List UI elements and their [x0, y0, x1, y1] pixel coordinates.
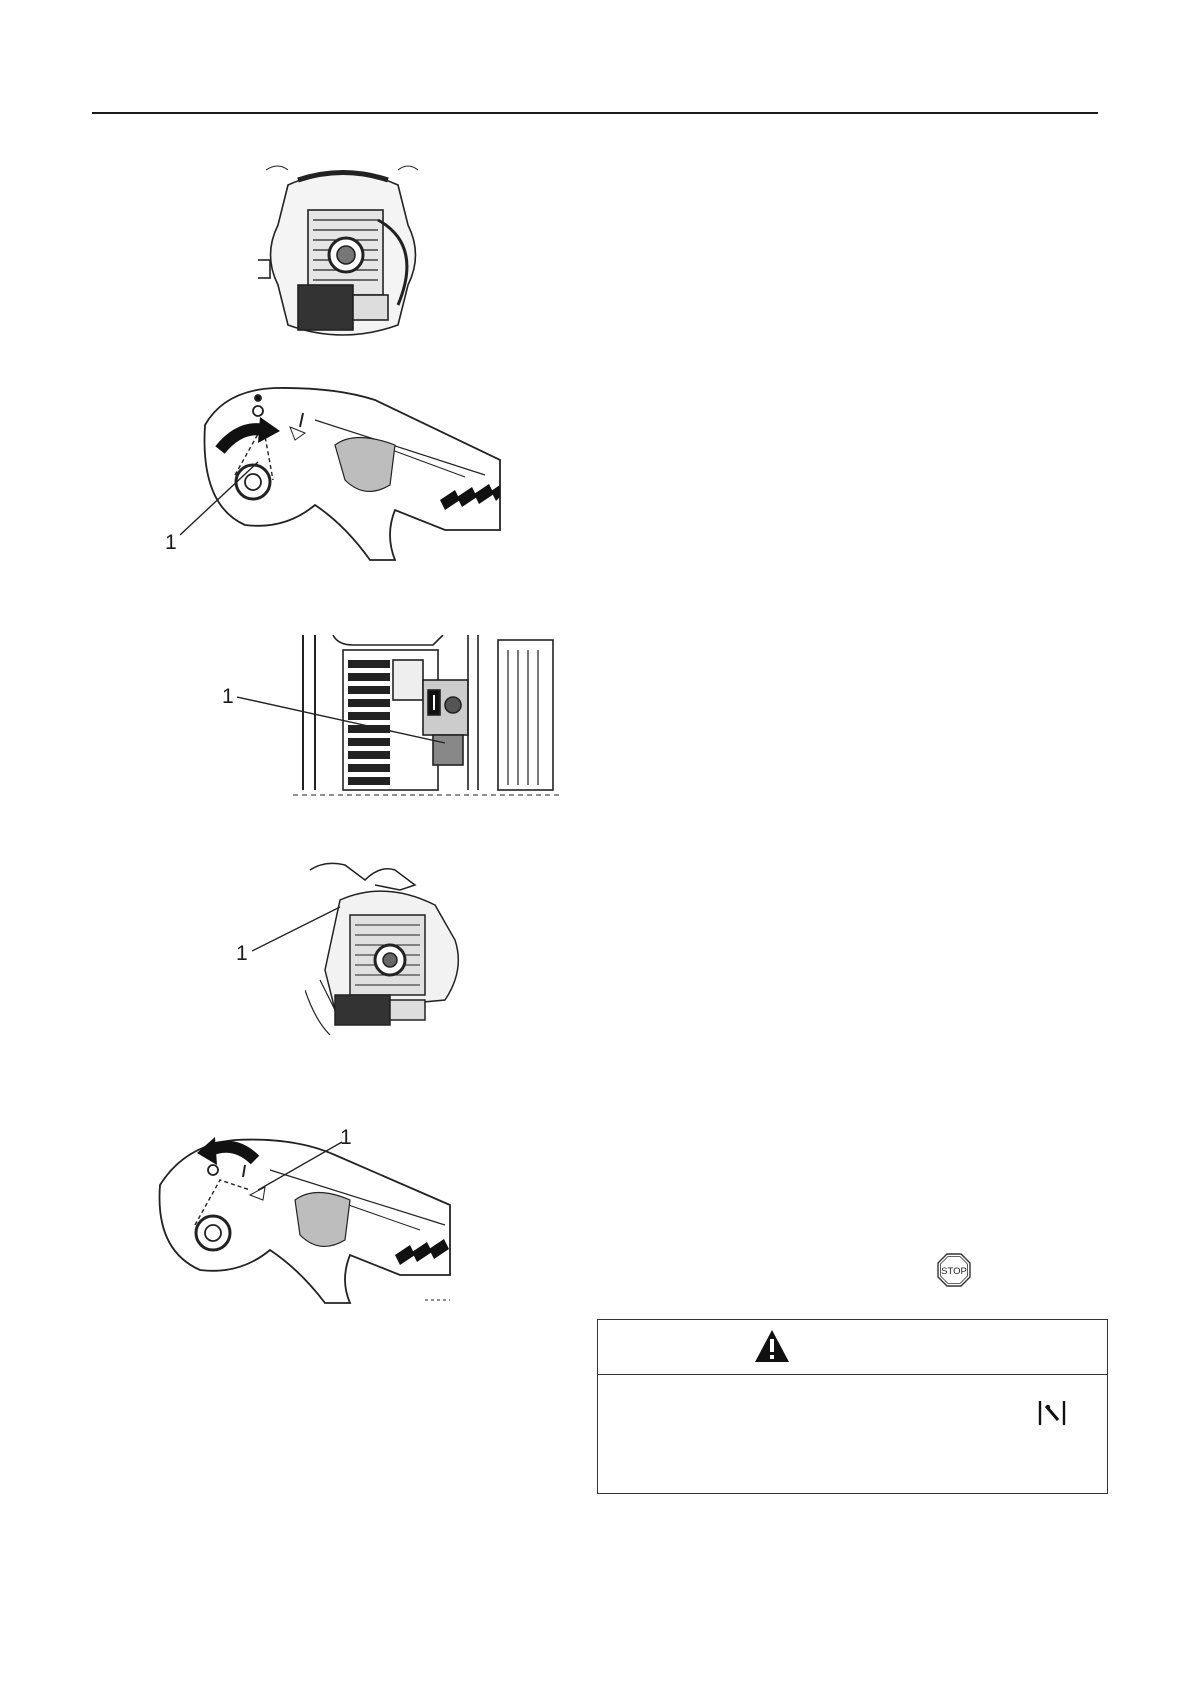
- figure-blower-shake: [258, 165, 428, 345]
- callout-leader-line: [252, 905, 342, 953]
- callout-number: 1: [165, 531, 177, 554]
- callout-number: 1: [340, 1126, 352, 1149]
- stop-sign-label: STOP: [941, 1266, 967, 1277]
- stop-switch-icon: [1038, 1400, 1066, 1426]
- header-rule: [92, 112, 1098, 114]
- warning-header: [598, 1320, 1107, 1375]
- stop-sign-icon: [937, 1253, 971, 1287]
- warning-box: [597, 1319, 1108, 1494]
- callout-number: 1: [222, 685, 234, 708]
- warning-triangle-icon: [754, 1329, 790, 1363]
- callout-leader-line: [237, 695, 447, 745]
- callout-number: 1: [236, 942, 248, 965]
- callout-leader-line: [180, 460, 260, 540]
- callout-leader-line: [258, 1140, 344, 1192]
